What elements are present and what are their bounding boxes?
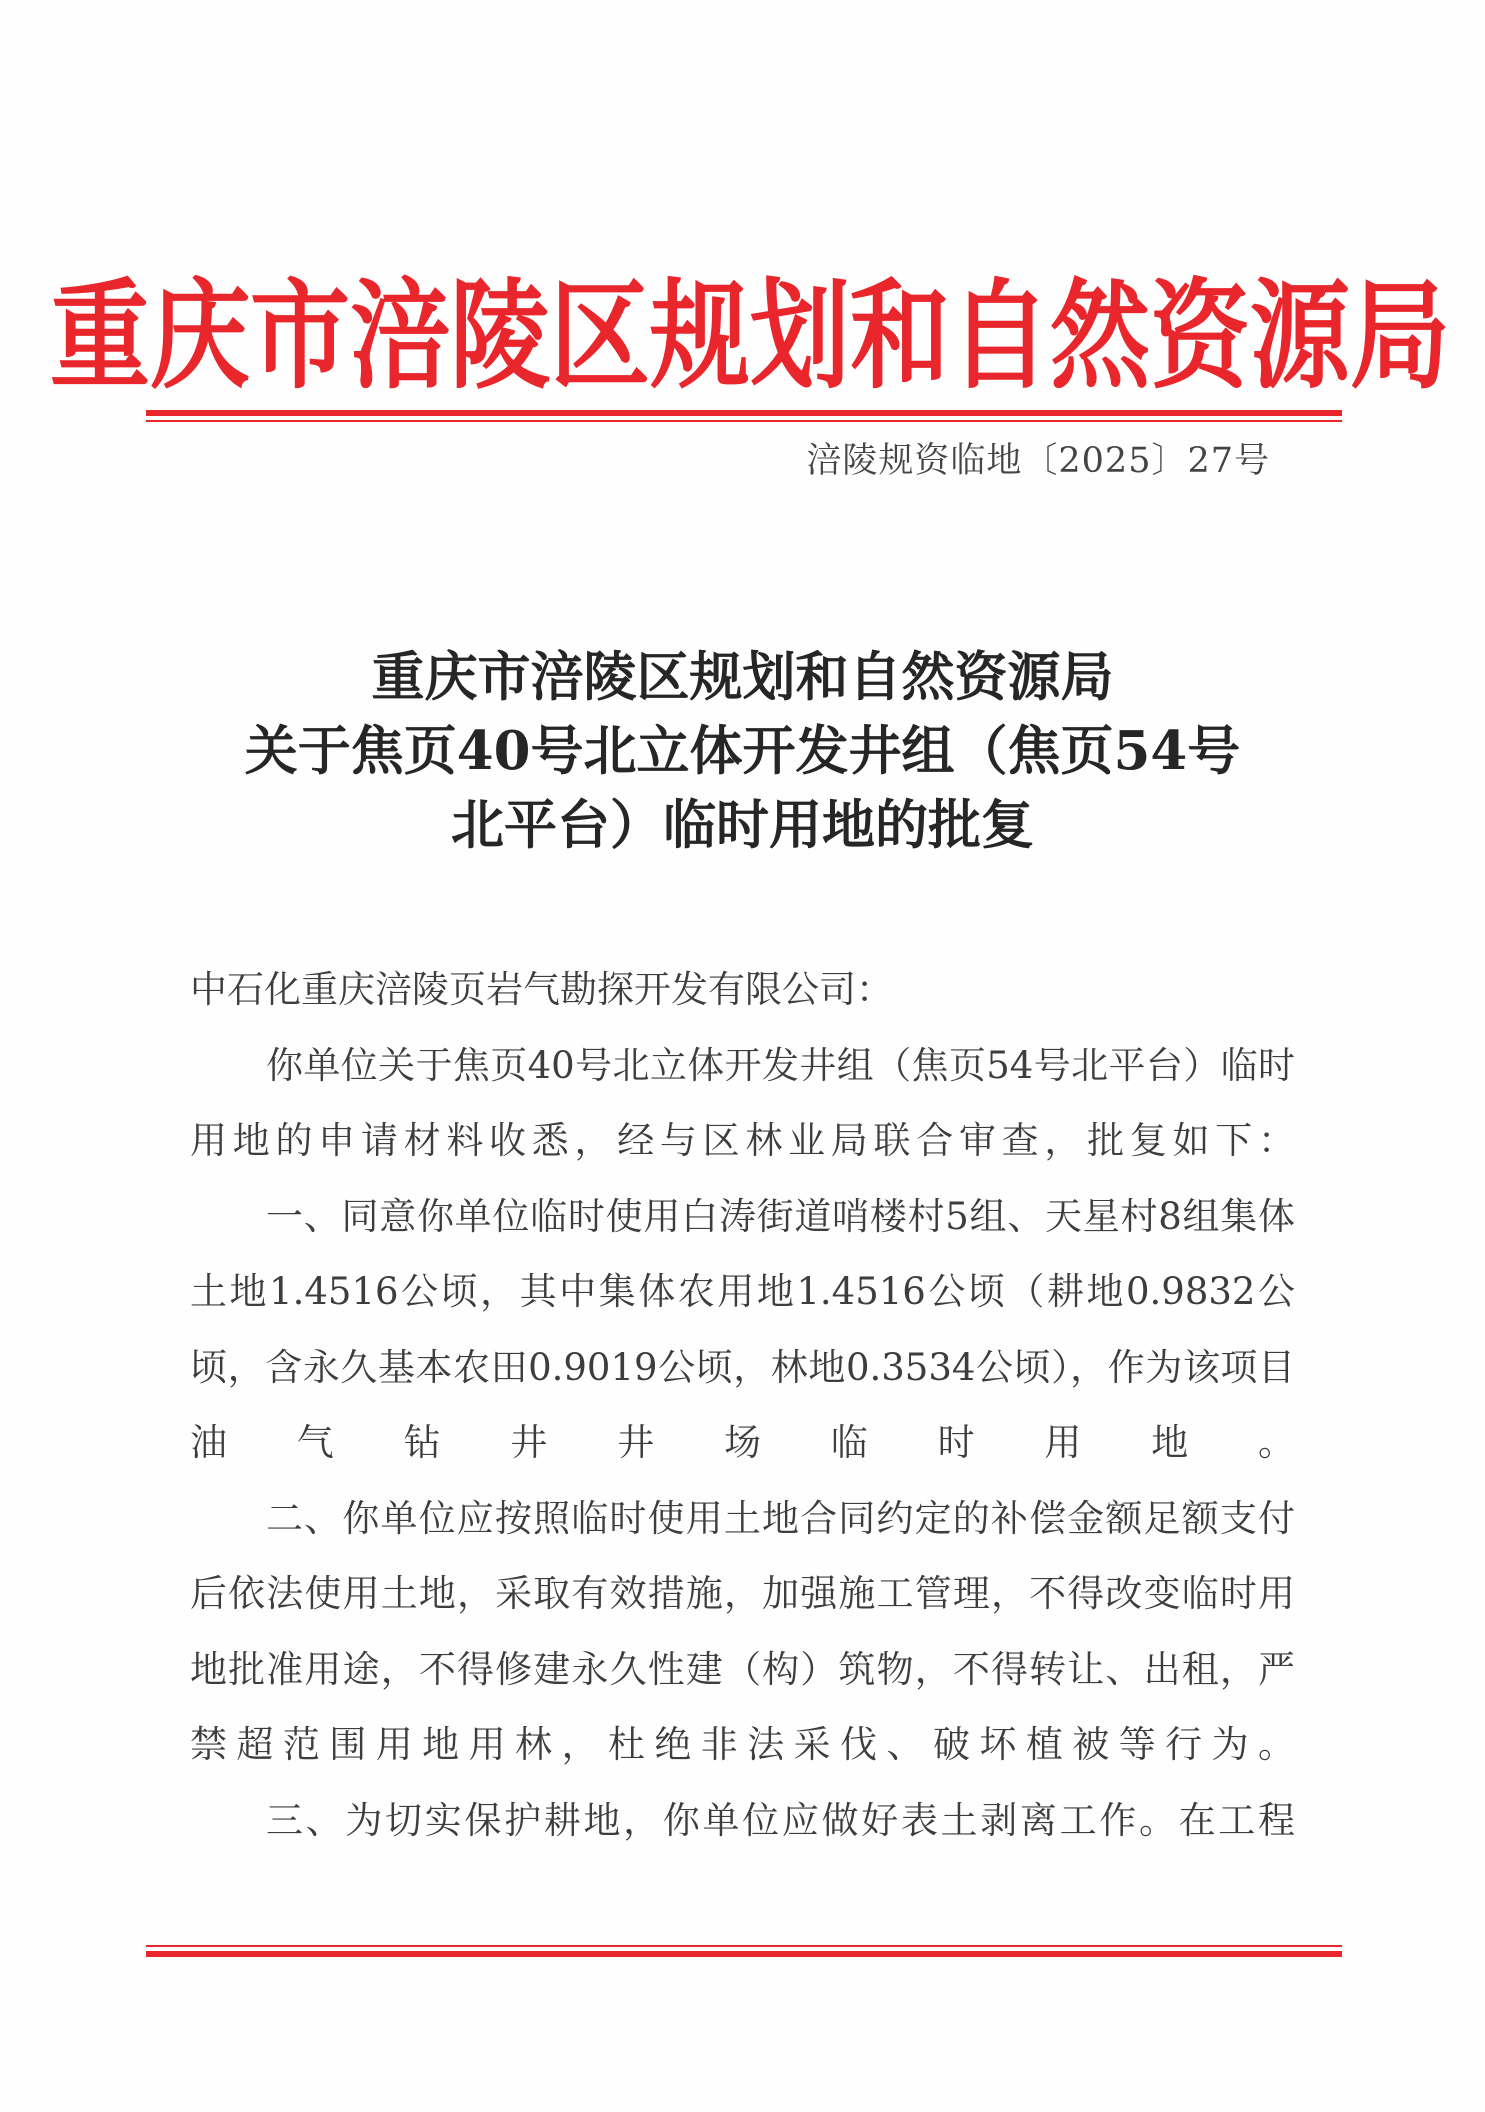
paragraph-item-3: 三、为切实保护耕地，你单位应做好表土剥离工作。在工程	[266, 1798, 1295, 1842]
paragraph-item-1: 一、同意你单位临时使用白涛街道哨楼村5组、天星村8组集体土地1.4516公顷，其中集体农用地1.4516公顷（耕地0.9832公顷，含永久基本农田0.9019公顷，林地0.3534公顷），作为该项目油气钻井井场临时用地。	[190, 1194, 1295, 1464]
footer-red-rule	[146, 1945, 1342, 1959]
red-rule-thin-line	[146, 420, 1342, 422]
document-title	[150, 640, 1335, 862]
issuer-masthead: 重庆市涪陵区规划和自然资源局	[50, 267, 1450, 406]
document-number: 涪陵规资临地〔2025〕27号	[806, 441, 1270, 481]
footer-rule-thin-line	[146, 1945, 1342, 1947]
paragraph-item-2: 二、你单位应按照临时使用土地合同约定的补偿金额足额支付后依法使用土地，采取有效措施，加强施工管理，不得改变临时用地批准用途，不得修建永久性建（构）筑物，不得转让、出租，严禁超范围用地用林，杜绝非法采伐、破坏植被等行为。	[190, 1496, 1295, 1766]
red-rule-thick-line	[146, 410, 1342, 416]
paragraph-intro: 你单位关于焦页40号北立体开发井组（焦页54号北平台）临时用地的申请材料收悉，经与区林业局联合审查，批复如下：	[190, 1043, 1295, 1162]
salutation: 中石化重庆涪陵页岩气勘探开发有限公司：	[190, 968, 893, 1011]
footer-rule-thick-line	[146, 1951, 1342, 1957]
title-line-1: 重庆市涪陵区规划和自然资源局	[371, 646, 1114, 708]
title-line-3: 北平台）临时用地的批复	[451, 794, 1034, 856]
masthead-red-rule	[146, 410, 1342, 424]
title-line-2: 关于焦页40号北立体开发井组（焦页54号	[244, 720, 1241, 782]
document-body	[190, 952, 1295, 1858]
